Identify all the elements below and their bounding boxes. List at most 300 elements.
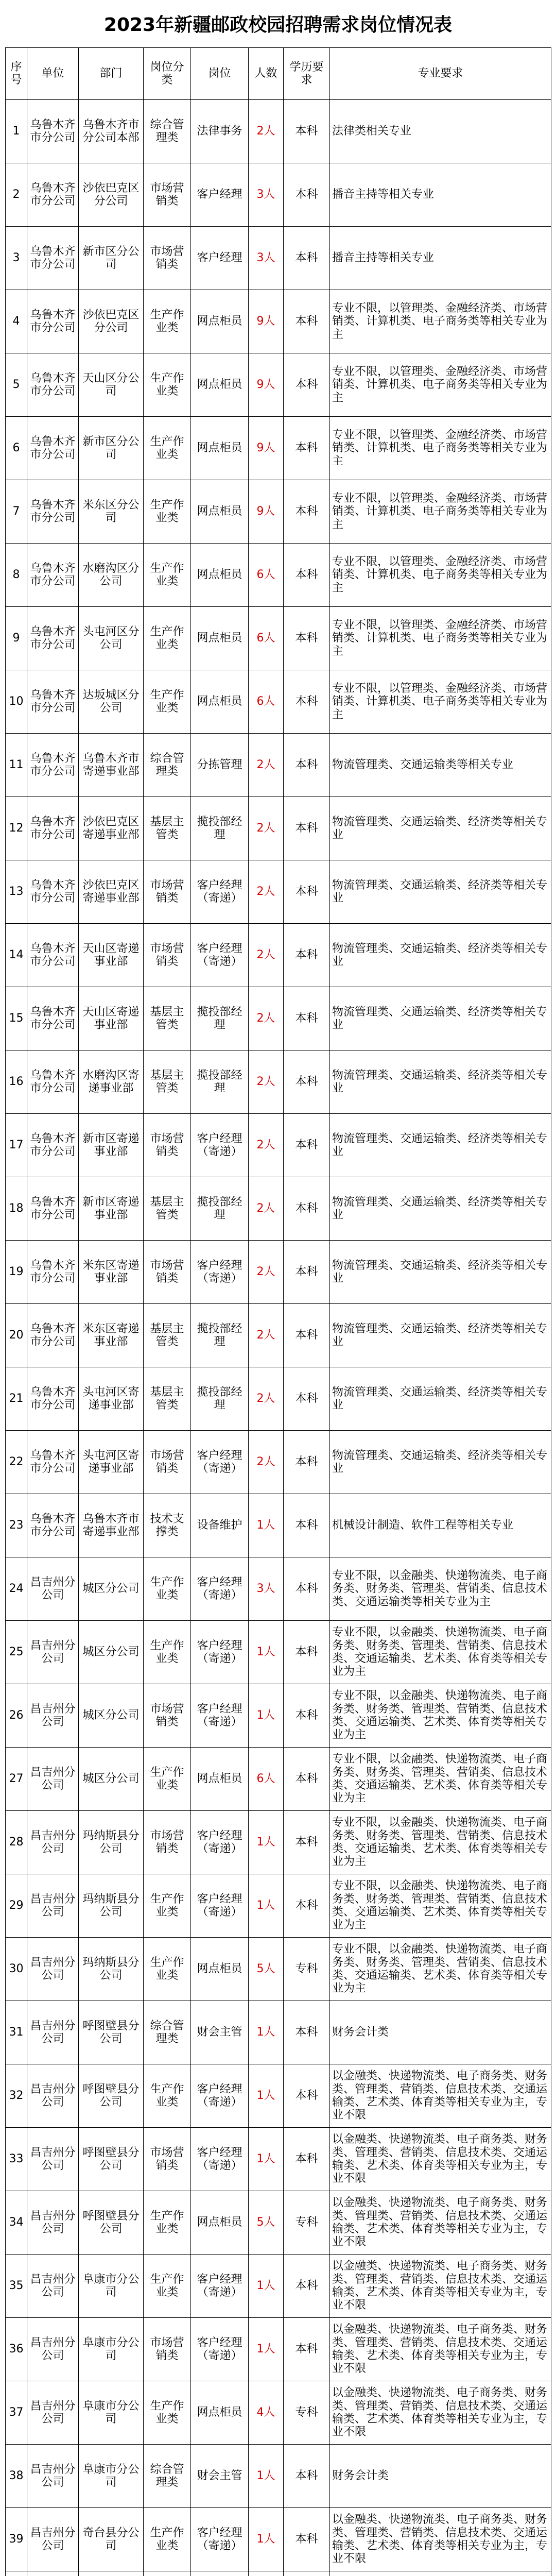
department-cell: 乌鲁木齐市分公司本部 xyxy=(79,100,144,163)
category-cell: 综合管理类 xyxy=(144,100,191,163)
category-cell: 生产作业类 xyxy=(144,353,191,417)
department-cell xyxy=(79,2571,144,2576)
category-cell: 生产作业类 xyxy=(144,1938,191,2001)
education-cell: 专科 xyxy=(284,2191,330,2255)
education-cell: 本科 xyxy=(284,100,330,163)
post-cell: 网点柜员 xyxy=(191,1748,249,1811)
count-cell: 1人 xyxy=(249,2128,284,2191)
post-cell: 财会主管 xyxy=(191,2001,249,2064)
post-cell: 网点柜员 xyxy=(191,670,249,734)
category-cell xyxy=(144,2571,191,2576)
category-cell: 综合管理类 xyxy=(144,734,191,797)
post-cell: 网点柜员 xyxy=(191,1938,249,2001)
count-cell: 1人 xyxy=(249,1874,284,1938)
count-cell: 5人 xyxy=(249,2191,284,2255)
row-number: 26 xyxy=(6,1684,27,1748)
row-number: 1 xyxy=(6,100,27,163)
education-cell: 本科 xyxy=(284,1050,330,1114)
table-row xyxy=(6,1557,551,1621)
post-cell: 揽投部经理 xyxy=(191,1050,249,1114)
table-row xyxy=(6,290,551,353)
count-cell: 1人 xyxy=(249,2318,284,2381)
table-header-row xyxy=(6,48,551,100)
post-cell: 客户经理（寄递） xyxy=(191,2318,249,2381)
department-cell: 米东区寄递事业部 xyxy=(79,1241,144,1304)
major-cell: 以金融类、快递物流类、电子商务类、财务类、管理类、营销类、信息技术类、交通运输类、艺术类、体育类等相关专业为主，专业不限 xyxy=(330,2128,551,2191)
education-cell: 本科 xyxy=(284,544,330,607)
count-cell: 9人 xyxy=(249,353,284,417)
major-cell: 以金融类、快递物流类、电子商务类、财务类、管理类、营销类、信息技术类、交通运输类、艺术类、体育类等相关专业为主，专业不限 xyxy=(330,2508,551,2571)
category-cell: 生产作业类 xyxy=(144,1621,191,1684)
category-cell: 生产作业类 xyxy=(144,607,191,670)
count-cell: 3人 xyxy=(249,1557,284,1621)
department-cell: 头屯河区寄递事业部 xyxy=(79,1431,144,1494)
count-cell: 1人 xyxy=(249,2064,284,2128)
row-number: 18 xyxy=(6,1177,27,1241)
category-cell: 市场营销类 xyxy=(144,860,191,924)
education-cell: 本科 xyxy=(284,2508,330,2571)
department-cell: 头屯河区分公司 xyxy=(79,607,144,670)
education-cell: 本科 xyxy=(284,1241,330,1304)
category-cell: 生产作业类 xyxy=(144,290,191,353)
category-cell: 基层主管类 xyxy=(144,797,191,860)
education-cell: 本科 xyxy=(284,1494,330,1557)
table-row xyxy=(6,2064,551,2128)
education-cell: 本科 xyxy=(284,163,330,227)
major-cell: 物流管理类、交通运输类、经济类等相关专业 xyxy=(330,1431,551,1494)
count-cell: 5人 xyxy=(249,1938,284,2001)
page-title: 2023年新疆邮政校园招聘需求岗位情况表 xyxy=(103,14,453,36)
education-cell: 本科 xyxy=(284,1621,330,1684)
education-cell: 本科 xyxy=(284,480,330,544)
table-row xyxy=(6,2508,551,2571)
header-dept: 部门 xyxy=(79,48,144,100)
table-row xyxy=(6,860,551,924)
table-row xyxy=(6,163,551,227)
post-cell: 网点柜员 xyxy=(191,2191,249,2255)
major-cell: 财务会计类 xyxy=(330,2001,551,2064)
table-row xyxy=(6,100,551,163)
unit-cell: 昌吉州分公司 xyxy=(27,1684,79,1748)
count-cell: 9人 xyxy=(249,417,284,480)
major-cell: 物流管理类、交通运输类、经济类等相关专业 xyxy=(330,797,551,860)
education-cell: 本科 xyxy=(284,353,330,417)
header-category: 岗位分类 xyxy=(144,48,191,100)
table-row xyxy=(6,924,551,987)
post-cell: 客户经理（寄递） xyxy=(191,1114,249,1177)
unit-cell: 昌吉州分公司 xyxy=(27,2191,79,2255)
unit-cell: 乌鲁木齐市分公司 xyxy=(27,1241,79,1304)
row-number: 3 xyxy=(6,227,27,290)
major-cell: 专业不限，以金融类、快递物流类、电子商务类、财务类、管理类、营销类、信息技术类、交通运输类等相关专业为主 xyxy=(330,1557,551,1621)
major-cell: 物流管理类、交通运输类、经济类等相关专业 xyxy=(330,924,551,987)
education-cell: 本科 xyxy=(284,1811,330,1874)
post-cell: 揽投部经理 xyxy=(191,1304,249,1367)
table-row xyxy=(6,1874,551,1938)
education-cell: 本科 xyxy=(284,1304,330,1367)
unit-cell: 乌鲁木齐市分公司 xyxy=(27,734,79,797)
department-cell: 达坂城区分公司 xyxy=(79,670,144,734)
row-number: 28 xyxy=(6,1811,27,1874)
department-cell: 城区分公司 xyxy=(79,1557,144,1621)
post-cell: 网点柜员 xyxy=(191,544,249,607)
row-number: 33 xyxy=(6,2128,27,2191)
department-cell: 天山区寄递事业部 xyxy=(79,924,144,987)
major-cell: 以金融类、快递物流类、电子商务类、财务类、管理类、营销类、信息技术类、交通运输类、艺术类、体育类等相关专业为主，专业不限 xyxy=(330,2255,551,2318)
category-cell: 生产作业类 xyxy=(144,2255,191,2318)
department-cell: 新市区寄递事业部 xyxy=(79,1114,144,1177)
row-number: 38 xyxy=(6,2445,27,2508)
table-row xyxy=(6,987,551,1050)
count-cell: 9人 xyxy=(249,480,284,544)
count-cell: 6人 xyxy=(249,607,284,670)
table-body xyxy=(6,100,551,2576)
department-cell: 呼图壁县分公司 xyxy=(79,2001,144,2064)
unit-cell: 昌吉州分公司 xyxy=(27,1811,79,1874)
major-cell: 物流管理类、交通运输类、经济类等相关专业 xyxy=(330,1304,551,1367)
department-cell: 头屯河区寄递事业部 xyxy=(79,1367,144,1431)
row-number: 11 xyxy=(6,734,27,797)
category-cell: 生产作业类 xyxy=(144,2381,191,2445)
category-cell: 生产作业类 xyxy=(144,544,191,607)
education-cell: 本科 xyxy=(284,607,330,670)
count-cell: 2人 xyxy=(249,924,284,987)
row-number: 22 xyxy=(6,1431,27,1494)
count-cell: 2人 xyxy=(249,1241,284,1304)
department-cell: 沙依巴克区寄递事业部 xyxy=(79,797,144,860)
row-number: 25 xyxy=(6,1621,27,1684)
row-number: 36 xyxy=(6,2318,27,2381)
unit-cell: 昌吉州分公司 xyxy=(27,2318,79,2381)
count-cell: 1人 xyxy=(249,2001,284,2064)
department-cell: 玛纳斯县分公司 xyxy=(79,1811,144,1874)
row-number: 7 xyxy=(6,480,27,544)
department-cell: 天山区分公司 xyxy=(79,353,144,417)
post-cell: 法律事务 xyxy=(191,100,249,163)
row-number: 6 xyxy=(6,417,27,480)
post-cell: 客户经理（寄递） xyxy=(191,924,249,987)
row-number: 23 xyxy=(6,1494,27,1557)
unit-cell: 乌鲁木齐市分公司 xyxy=(27,1304,79,1367)
major-cell: 以金融类、快递物流类、电子商务类、财务类、管理类、营销类、信息技术类、交通运输类、艺术类、体育类等相关专业为主，专业不限 xyxy=(330,2064,551,2128)
major-cell: 法律类相关专业 xyxy=(330,100,551,163)
count-cell: 2人 xyxy=(249,860,284,924)
education-cell: 本科 xyxy=(284,797,330,860)
major-cell: 专业不限，以金融类、快递物流类、电子商务类、财务类、管理类、营销类、信息技术类、交通运输类、艺术类、体育类等相关专业为主 xyxy=(330,1938,551,2001)
unit-cell: 乌鲁木齐市分公司 xyxy=(27,544,79,607)
major-cell: 物流管理类、交通运输类、经济类等相关专业 xyxy=(330,860,551,924)
education-cell: 本科 xyxy=(284,2001,330,2064)
table-row xyxy=(6,2191,551,2255)
department-cell: 沙依巴克区寄递事业部 xyxy=(79,860,144,924)
unit-cell: 昌吉州分公司 xyxy=(27,2445,79,2508)
major-cell: 专业不限，以金融类、快递物流类、电子商务类、财务类、管理类、营销类、信息技术类、交通运输类、艺术类、体育类等相关专业为主 xyxy=(330,1684,551,1748)
table-row xyxy=(6,1114,551,1177)
count-cell: 2人 xyxy=(249,1114,284,1177)
recruitment-table xyxy=(5,47,551,2576)
count-cell: 2人 xyxy=(249,987,284,1050)
category-cell: 综合管理类 xyxy=(144,2445,191,2508)
post-cell: 客户经理（寄递） xyxy=(191,860,249,924)
category-cell: 生产作业类 xyxy=(144,1557,191,1621)
unit-cell: 昌吉州分公司 xyxy=(27,2001,79,2064)
category-cell: 生产作业类 xyxy=(144,2191,191,2255)
row-number: 32 xyxy=(6,2064,27,2128)
department-cell: 阜康市分公司 xyxy=(79,2318,144,2381)
category-cell: 市场营销类 xyxy=(144,2318,191,2381)
count-cell: 4人 xyxy=(249,2381,284,2445)
count-cell: 2人 xyxy=(249,734,284,797)
table-row xyxy=(6,607,551,670)
row-number: 12 xyxy=(6,797,27,860)
unit-cell: 乌鲁木齐市分公司 xyxy=(27,607,79,670)
row-number: 19 xyxy=(6,1241,27,1304)
education-cell: 本科 xyxy=(284,2445,330,2508)
post-cell: 网点柜员 xyxy=(191,290,249,353)
major-cell: 物流管理类、交通运输类、经济类等相关专业 xyxy=(330,1114,551,1177)
post-cell: 财会主管 xyxy=(191,2445,249,2508)
row-number: 9 xyxy=(6,607,27,670)
education-cell: 本科 xyxy=(284,1367,330,1431)
row-number: 30 xyxy=(6,1938,27,2001)
unit-cell: 昌吉州分公司 xyxy=(27,1748,79,1811)
count-cell: 1人 xyxy=(249,1621,284,1684)
department-cell: 乌鲁木齐市寄递事业部 xyxy=(79,1494,144,1557)
education-cell: 本科 xyxy=(284,2255,330,2318)
count-cell: 2人 xyxy=(249,1367,284,1431)
unit-cell: 昌吉州分公司 xyxy=(27,1938,79,2001)
major-cell: 专业不限，以管理类、金融经济类、市场营销类、计算机类、电子商务类等相关专业为主 xyxy=(330,417,551,480)
unit-cell: 昌吉州分公司 xyxy=(27,2128,79,2191)
row-number: 8 xyxy=(6,544,27,607)
post-cell: 客户经理（寄递） xyxy=(191,1431,249,1494)
post-cell: 网点柜员 xyxy=(191,353,249,417)
count-cell: 6人 xyxy=(249,544,284,607)
row-number: 16 xyxy=(6,1050,27,1114)
department-cell: 城区分公司 xyxy=(79,1748,144,1811)
category-cell: 市场营销类 xyxy=(144,924,191,987)
department-cell: 新市区分公司 xyxy=(79,417,144,480)
table-row xyxy=(6,227,551,290)
department-cell: 沙依巴克区分公司 xyxy=(79,163,144,227)
unit-cell: 乌鲁木齐市分公司 xyxy=(27,924,79,987)
table-row xyxy=(6,1367,551,1431)
row-number xyxy=(6,2571,27,2576)
row-number: 35 xyxy=(6,2255,27,2318)
unit-cell: 乌鲁木齐市分公司 xyxy=(27,163,79,227)
row-number: 21 xyxy=(6,1367,27,1431)
post-cell: 网点柜员 xyxy=(191,2381,249,2445)
major-cell: 物流管理类、交通运输类等相关专业 xyxy=(330,734,551,797)
department-cell: 阜康市分公司 xyxy=(79,2381,144,2445)
post-cell: 客户经理（寄递） xyxy=(191,2128,249,2191)
unit-cell: 昌吉州分公司 xyxy=(27,2508,79,2571)
department-cell: 阜康市分公司 xyxy=(79,2255,144,2318)
table-row xyxy=(6,2128,551,2191)
category-cell: 生产作业类 xyxy=(144,1874,191,1938)
major-cell: 专业不限，以管理类、金融经济类、市场营销类、计算机类、电子商务类等相关专业为主 xyxy=(330,670,551,734)
education-cell: 本科 xyxy=(284,1874,330,1938)
table-row xyxy=(6,670,551,734)
education-cell: 本科 xyxy=(284,1431,330,1494)
major-cell: 播音主持等相关专业 xyxy=(330,227,551,290)
row-number: 27 xyxy=(6,1748,27,1811)
department-cell: 奇台县分公司 xyxy=(79,2508,144,2571)
unit-cell: 乌鲁木齐市分公司 xyxy=(27,353,79,417)
department-cell: 新市区分公司 xyxy=(79,227,144,290)
unit-cell: 乌鲁木齐市分公司 xyxy=(27,480,79,544)
table-row xyxy=(6,2001,551,2064)
table-row xyxy=(6,353,551,417)
education-cell: 本科 xyxy=(284,1748,330,1811)
post-cell xyxy=(191,2571,249,2576)
post-cell: 揽投部经理 xyxy=(191,987,249,1050)
header-post: 岗位 xyxy=(191,48,249,100)
major-cell: 物流管理类、交通运输类、经济类等相关专业 xyxy=(330,1177,551,1241)
category-cell: 生产作业类 xyxy=(144,670,191,734)
table-row xyxy=(6,2318,551,2381)
unit-cell: 乌鲁木齐市分公司 xyxy=(27,1431,79,1494)
education-cell: 专科 xyxy=(284,2381,330,2445)
category-cell: 市场营销类 xyxy=(144,1114,191,1177)
category-cell: 技术支撑类 xyxy=(144,1494,191,1557)
row-number: 29 xyxy=(6,1874,27,1938)
count-cell xyxy=(249,2571,284,2576)
count-cell: 1人 xyxy=(249,1811,284,1874)
unit-cell: 乌鲁木齐市分公司 xyxy=(27,1050,79,1114)
unit-cell: 乌鲁木齐市分公司 xyxy=(27,100,79,163)
category-cell: 市场营销类 xyxy=(144,163,191,227)
count-cell: 1人 xyxy=(249,1494,284,1557)
education-cell: 本科 xyxy=(284,2128,330,2191)
count-cell: 3人 xyxy=(249,163,284,227)
unit-cell: 昌吉州分公司 xyxy=(27,2064,79,2128)
table-row xyxy=(6,544,551,607)
row-number: 34 xyxy=(6,2191,27,2255)
table-row xyxy=(6,1050,551,1114)
department-cell: 沙依巴克区分公司 xyxy=(79,290,144,353)
table-row xyxy=(6,1938,551,2001)
count-cell: 9人 xyxy=(249,290,284,353)
unit-cell: 昌吉州分公司 xyxy=(27,1621,79,1684)
major-cell: 播音主持等相关专业 xyxy=(330,163,551,227)
unit-cell: 乌鲁木齐市分公司 xyxy=(27,1367,79,1431)
count-cell: 2人 xyxy=(249,1304,284,1367)
major-cell: 专业不限，以金融类、快递物流类、电子商务类、财务类、管理类、营销类、信息技术类、交通运输类、艺术类、体育类等相关专业为主 xyxy=(330,1621,551,1684)
education-cell: 本科 xyxy=(284,670,330,734)
unit-cell: 乌鲁木齐市分公司 xyxy=(27,227,79,290)
unit-cell xyxy=(27,2571,79,2576)
department-cell: 米东区寄递事业部 xyxy=(79,1304,144,1367)
education-cell: 本科 xyxy=(284,2318,330,2381)
education-cell: 本科 xyxy=(284,227,330,290)
major-cell: 以金融类、快递物流类、电子商务类、财务类、管理类、营销类、信息技术类、交通运输类、艺术类、体育类等相关专业为主，专业不限 xyxy=(330,2318,551,2381)
major-cell: 财务会计类 xyxy=(330,2445,551,2508)
department-cell: 玛纳斯县分公司 xyxy=(79,1938,144,2001)
major-cell: 专业不限，以金融类、快递物流类、电子商务类、财务类、管理类、营销类、信息技术类、交通运输类、艺术类、体育类等相关专业为主 xyxy=(330,1874,551,1938)
unit-cell: 乌鲁木齐市分公司 xyxy=(27,797,79,860)
count-cell: 2人 xyxy=(249,100,284,163)
count-cell: 2人 xyxy=(249,1050,284,1114)
department-cell: 玛纳斯县分公司 xyxy=(79,1874,144,1938)
unit-cell: 乌鲁木齐市分公司 xyxy=(27,860,79,924)
row-number: 39 xyxy=(6,2508,27,2571)
row-number: 10 xyxy=(6,670,27,734)
post-cell: 客户经理 xyxy=(191,227,249,290)
education-cell: 本科 xyxy=(284,734,330,797)
row-number: 20 xyxy=(6,1304,27,1367)
post-cell: 客户经理（寄递） xyxy=(191,1874,249,1938)
count-cell: 6人 xyxy=(249,670,284,734)
education-cell xyxy=(284,2571,330,2576)
table-row xyxy=(6,1431,551,1494)
unit-cell: 昌吉州分公司 xyxy=(27,2381,79,2445)
post-cell: 客户经理（寄递） xyxy=(191,1811,249,1874)
post-cell: 设备维护 xyxy=(191,1494,249,1557)
unit-cell: 乌鲁木齐市分公司 xyxy=(27,417,79,480)
major-cell: 以金融类、快递物流类、电子商务类、财务类、管理类、营销类、信息技术类、交通运输类、艺术类、体育类等相关专业为主，专业不限 xyxy=(330,2191,551,2255)
category-cell: 生产作业类 xyxy=(144,417,191,480)
header-count: 人数 xyxy=(249,48,284,100)
education-cell: 本科 xyxy=(284,417,330,480)
table-row xyxy=(6,417,551,480)
education-cell: 本科 xyxy=(284,290,330,353)
category-cell: 基层主管类 xyxy=(144,1177,191,1241)
post-cell: 揽投部经理 xyxy=(191,1367,249,1431)
row-number: 31 xyxy=(6,2001,27,2064)
category-cell: 生产作业类 xyxy=(144,480,191,544)
header-unit: 单位 xyxy=(27,48,79,100)
department-cell: 呼图壁县分公司 xyxy=(79,2128,144,2191)
education-cell: 本科 xyxy=(284,987,330,1050)
unit-cell: 乌鲁木齐市分公司 xyxy=(27,1114,79,1177)
department-cell: 阜康市分公司 xyxy=(79,2445,144,2508)
major-cell: 物流管理类、交通运输类、经济类等相关专业 xyxy=(330,1241,551,1304)
count-cell: 3人 xyxy=(249,227,284,290)
category-cell: 市场营销类 xyxy=(144,227,191,290)
category-cell: 生产作业类 xyxy=(144,2508,191,2571)
table-row xyxy=(6,1621,551,1684)
post-cell: 客户经理（寄递） xyxy=(191,1684,249,1748)
table-row xyxy=(6,2571,551,2576)
department-cell: 城区分公司 xyxy=(79,1621,144,1684)
post-cell: 客户经理（寄递） xyxy=(191,1621,249,1684)
row-number: 13 xyxy=(6,860,27,924)
major-cell: 物流管理类、交通运输类、经济类等相关专业 xyxy=(330,1367,551,1431)
department-cell: 乌鲁木齐市寄递事业部 xyxy=(79,734,144,797)
category-cell: 市场营销类 xyxy=(144,2128,191,2191)
post-cell: 客户经理（寄递） xyxy=(191,1241,249,1304)
education-cell: 本科 xyxy=(284,1177,330,1241)
row-number: 15 xyxy=(6,987,27,1050)
unit-cell: 乌鲁木齐市分公司 xyxy=(27,670,79,734)
category-cell: 市场营销类 xyxy=(144,1811,191,1874)
education-cell: 本科 xyxy=(284,924,330,987)
post-cell: 客户经理（寄递） xyxy=(191,2508,249,2571)
department-cell: 城区分公司 xyxy=(79,1684,144,1748)
category-cell: 市场营销类 xyxy=(144,1431,191,1494)
post-cell: 客户经理 xyxy=(191,163,249,227)
table-row xyxy=(6,1748,551,1811)
education-cell: 专科 xyxy=(284,1938,330,2001)
post-cell: 揽投部经理 xyxy=(191,797,249,860)
major-cell: 物流管理类、交通运输类、经济类等相关专业 xyxy=(330,1050,551,1114)
category-cell: 综合管理类 xyxy=(144,2001,191,2064)
table-row xyxy=(6,2445,551,2508)
major-cell xyxy=(330,2571,551,2576)
post-cell: 网点柜员 xyxy=(191,607,249,670)
count-cell: 2人 xyxy=(249,797,284,860)
